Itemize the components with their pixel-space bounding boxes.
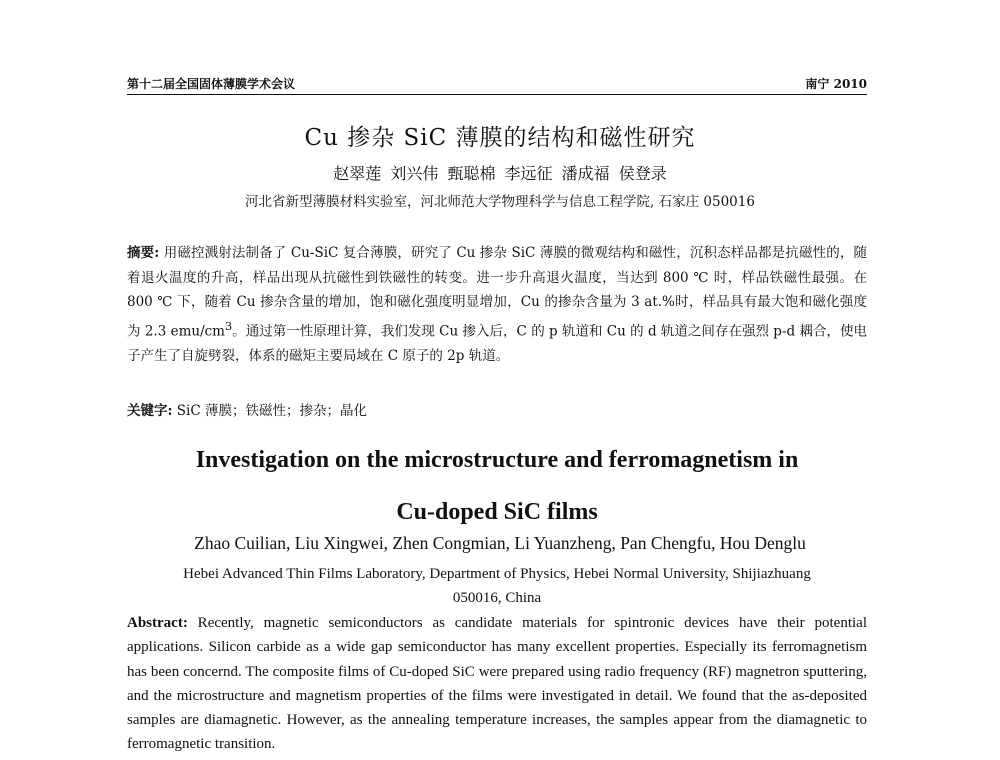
chinese-abstract-text-2: 。通过第一性原理计算，我们发现 Cu 掺入后，C 的 p 轨道和 Cu 的 d 轨道之间存在强烈 p-d 耦合，使电子产生了自旋劈裂，体系的磁矩主要局域在 C 原子的 2p 轨道。 <box>127 323 867 364</box>
chinese-keywords-label: 关键字: <box>127 403 173 419</box>
chinese-title: Cu 掺杂 SiC 薄膜的结构和磁性研究 <box>304 125 696 151</box>
english-title <box>127 434 867 538</box>
chinese-authors: 赵翠莲 刘兴伟 甄聪棉 李远征 潘成福 侯登录 <box>333 164 667 183</box>
running-header <box>127 72 867 95</box>
english-abstract-text: Recently, magnetic semiconductors as candidate materials for spintronic devices have their potential applications. Silicon carbide as a wide gap semiconductor has many excellent properties. Especially its ferromagnetism has been concernd. The composite films of Cu-doped SiC were prepared using radio frequency (RF) magnetron sputtering, and the microstructure and magnetism properties of the films were investigated in detail. We found that the as-deposited samples are diamagnetic. However, as the annealing temperature increases, the samples appear from the diamagnetic to ferromagnetic transition. <box>127 615 867 753</box>
english-authors: Zhao Cuilian, Liu Xingwei, Zhen Congmian, Li Yuanzheng, Pan Chengfu, Hou Denglu <box>194 533 806 553</box>
english-affiliation <box>127 562 867 610</box>
english-title-line-1: Investigation on the microstructure and ferromagnetism in <box>195 447 799 473</box>
english-affiliation-line-1: Hebei Advanced Thin Films Laboratory, Department of Physics, Hebei Normal University, Shijiazhuang <box>183 566 811 582</box>
conference-name: 第十二届全国固体薄膜学术会议 <box>127 77 296 91</box>
english-abstract-label: Abstract: <box>127 615 188 631</box>
chinese-affiliation: 河北省新型薄膜材料实验室，河北师范大学物理科学与信息工程学院, 石家庄 050016 <box>245 194 755 210</box>
english-affiliation-line-2: 050016, China <box>452 590 542 606</box>
chinese-abstract-label: 摘要: <box>127 245 160 261</box>
chinese-abstract <box>127 241 867 368</box>
english-abstract <box>127 611 867 757</box>
chinese-abstract-superscript: 3 <box>225 319 233 333</box>
english-title-line-2: Cu-doped SiC films <box>396 499 598 525</box>
location-year: 南宁 2010 <box>805 77 867 91</box>
chinese-abstract-text-1: 用磁控溅射法制备了 Cu-SiC 复合薄膜，研究了 Cu 掺杂 SiC 薄膜的微观结构和磁性，沉积态样品都是抗磁性的，随着退火温度的升高，样品出现从抗磁性到铁磁性的转变。进一步升高退火温度，当达到 800 ℃ 时，样品铁磁性最强。在 800 ℃ 下，随着 Cu 掺杂含量的增加，饱和磁化强度明显增加，Cu 的掺杂含量为 3 at.%时，样品具有最大饱和磁化强度为 2.3 emu/cm <box>127 245 868 339</box>
chinese-keywords <box>127 400 867 422</box>
chinese-keywords-text: SiC 薄膜；铁磁性；掺杂；晶化 <box>172 403 367 419</box>
